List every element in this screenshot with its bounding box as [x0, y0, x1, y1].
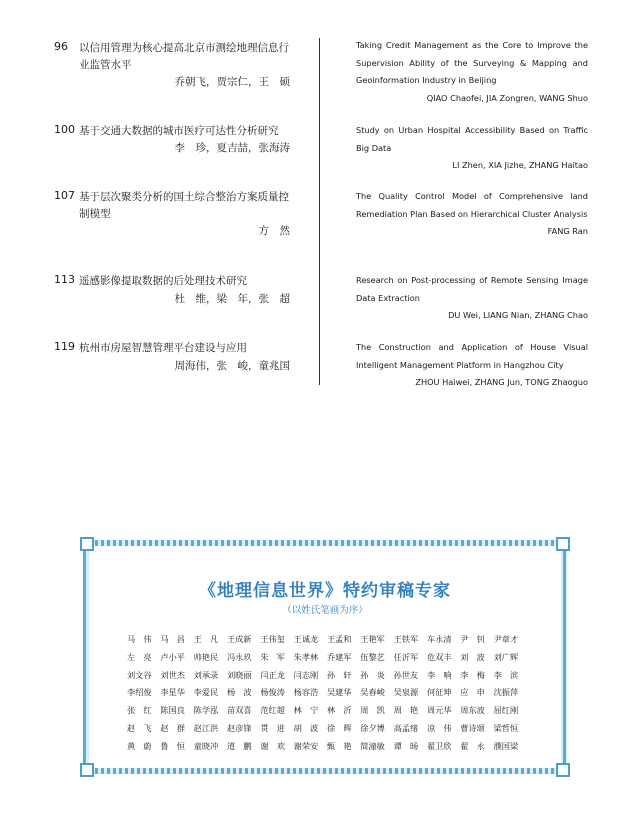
expert-name: 应 申: [460, 687, 485, 698]
column-divider: [319, 38, 320, 385]
expert-name: 梁哲恒: [493, 722, 519, 733]
expert-name: 赵 飞: [127, 722, 152, 733]
expert-name: 刘世杰: [160, 669, 185, 680]
authors-en: DU Wei, LIANG Nian, ZHANG Chao: [448, 310, 588, 320]
expert-name: 沈振萍: [493, 687, 519, 698]
expert-name: 王铁军: [393, 634, 419, 644]
expert-name: 孙世友: [393, 669, 419, 680]
expert-name: 李 梅: [460, 669, 485, 680]
expert-name: 王伟玺: [260, 634, 285, 644]
expert-name: 乔建军: [326, 651, 352, 662]
expert-name: 李爱民: [193, 687, 219, 698]
expert-name: 李绍俊: [127, 687, 152, 698]
expert-name: 屈红刚: [493, 705, 519, 716]
expert-name: 帅艳民: [193, 651, 219, 662]
expert-name: 谢荣安: [293, 740, 319, 751]
expert-name: 冯永玖: [226, 651, 252, 662]
page-number: 100: [54, 123, 75, 136]
expert-row: [127, 631, 527, 649]
article-title-cn: 以信用管理为核心提高北京市测绘地理信息行业监管水平: [79, 42, 289, 71]
box-inner: [89, 546, 561, 768]
expert-name: 翟 永: [460, 740, 485, 751]
page-number: 113: [54, 273, 75, 286]
expert-name: 黄 蔚: [127, 740, 152, 751]
expert-name: 刘文谷: [127, 669, 152, 680]
expert-row: [127, 649, 527, 667]
toc-entry-en: [356, 37, 588, 107]
expert-name: 童晓冲: [193, 740, 219, 751]
expert-name: 周元华: [426, 705, 452, 716]
expert-name: 陈学泓: [193, 705, 219, 716]
expert-name: 闫正龙: [260, 669, 285, 680]
expert-name: 杨 波: [226, 687, 252, 698]
expert-name: 刘承录: [193, 669, 219, 680]
authors-en: LI Zhen, XIA Jizhe, ZHANG Haitao: [452, 160, 588, 170]
article-title-en: Taking Credit Management as the Core to Improve the Supervision Ability of the Surveying & Mapping and Geoinformation Industry in Beijing: [356, 40, 588, 85]
expert-name: 王诚龙: [293, 634, 319, 644]
expert-name: 范红超: [260, 705, 285, 716]
expert-name: 苗双喜: [226, 705, 252, 716]
expert-name: 李星华: [160, 687, 185, 698]
expert-name: 杨俊涛: [260, 687, 285, 698]
expert-name: 吴泉源: [393, 687, 419, 698]
expert-name: 朱 军: [260, 651, 285, 662]
page-number: 96: [54, 40, 68, 53]
expert-name: 简潼敏: [360, 740, 385, 751]
article-title-cn: 遥感影像提取数据的后处理技术研究: [79, 275, 247, 287]
expert-name: 王艳军: [360, 634, 385, 644]
expert-name: 高孟绪: [393, 722, 419, 733]
expert-name: 林 宁: [293, 705, 319, 716]
expert-name: 李 响: [426, 669, 452, 680]
box-title: 《地理信息世界》特约审稿专家: [199, 581, 451, 601]
authors-cn: 方 然: [258, 225, 290, 237]
expert-name: 曹诗颂: [460, 722, 485, 733]
toc-entry-en: [356, 339, 588, 391]
expert-name: 赵江洪: [193, 722, 219, 733]
expert-name: 刘广辉: [493, 651, 519, 662]
corner-ornament: [556, 537, 570, 551]
expert-name: 刘 波: [460, 651, 485, 662]
expert-name: 徐 辉: [326, 722, 352, 733]
expert-name: 杨容浩: [293, 687, 319, 698]
article-title-en: Study on Urban Hospital Accessibility Based on Traffic Big Data: [356, 125, 588, 153]
authors-en: QIAO Chaofei, JIA Zongren, WANG Shuo: [426, 92, 588, 103]
article-title-en: The Quality Control Model of Comprehensive land Remediation Plan Based on Hierarchical Cluster Analysis: [356, 191, 588, 219]
expert-name: 周 艳: [393, 705, 419, 716]
expert-name: 吴建华: [326, 687, 352, 698]
expert-row: [127, 667, 527, 685]
expert-name: 吴春峻: [360, 687, 385, 698]
expert-row: [127, 702, 527, 720]
expert-name: 胡 波: [293, 722, 319, 733]
expert-name: 尹章才: [493, 634, 519, 644]
expert-row: [127, 738, 527, 756]
page-number: 107: [54, 189, 75, 202]
authors-cn: 李 珍，夏吉喆，张海涛: [174, 142, 290, 154]
article-title-en: Research on Post-processing of Remote Sensing Image Data Extraction: [356, 275, 588, 303]
expert-name: 赵彦锋: [226, 722, 252, 733]
expert-name: 孙 炎: [360, 669, 385, 680]
expert-name: 卢小平: [160, 651, 185, 662]
corner-ornament: [80, 537, 94, 551]
expert-name: 张 红: [127, 705, 152, 716]
expert-name: 李 滨: [493, 669, 519, 680]
authors-cn: 周海伟，张 峻，童兆国: [174, 360, 290, 372]
expert-name: 危双丰: [426, 651, 452, 662]
table-of-contents: [0, 0, 639, 400]
expert-name: 翟卫欣: [426, 740, 452, 751]
toc-entry-en: [356, 122, 588, 174]
expert-name: 王孟和: [326, 634, 352, 644]
article-title-cn: 基于层次聚类分析的国土综合整治方案质量控制模型: [79, 191, 289, 220]
expert-reviewers-box: [83, 540, 567, 774]
expert-name: 王成新: [226, 634, 252, 644]
authors-cn: 乔朝飞，贾宗仁，王 硕: [174, 76, 290, 88]
expert-name: 谭 旸: [393, 740, 419, 751]
expert-name: 林 沂: [326, 705, 352, 716]
expert-name: 马 昌: [160, 634, 185, 644]
expert-name: 徐夕博: [360, 722, 385, 733]
authors-en: ZHOU Haiwei, ZHANG Jun, TONG Zhaoguo: [415, 377, 588, 387]
expert-name: 陈国良: [160, 705, 185, 716]
toc-entry-en: [356, 188, 588, 240]
expert-name: 凉 伟: [426, 722, 452, 733]
expert-row: [127, 720, 527, 738]
expert-name: 左 亮: [127, 651, 152, 662]
expert-name: 王 凡: [193, 634, 219, 644]
expert-name: 车永清: [426, 634, 452, 644]
page-number: 119: [54, 340, 75, 353]
expert-name: 赵 群: [160, 722, 185, 733]
authors-cn: 杜 维，梁 年，张 超: [174, 293, 290, 305]
expert-name: 谢 欢: [260, 740, 285, 751]
expert-name: 鲁 恒: [160, 740, 185, 751]
expert-name: 闫志刚: [293, 669, 319, 680]
expert-name: 尹 钊: [460, 634, 485, 644]
expert-name: 甄 艳: [326, 740, 352, 751]
expert-name: 道 鹏: [226, 740, 252, 751]
expert-name: 马 伟: [127, 634, 152, 644]
expert-name: 濮国梁: [493, 740, 519, 751]
expert-name: 伍黎艺: [360, 651, 385, 662]
expert-name-grid: [127, 631, 527, 756]
expert-name: 周东波: [460, 705, 485, 716]
article-title-en: The Construction and Application of House Visual Intelligent Management Platform in Hangzhou City: [356, 342, 588, 370]
expert-name: 贯 进: [260, 722, 285, 733]
expert-name: 孙 轩: [326, 669, 352, 680]
expert-name: 朱孝林: [293, 651, 319, 662]
expert-row: [127, 684, 527, 702]
article-title-cn: 杭州市房屋智慧管理平台建设与应用: [79, 342, 247, 354]
authors-en: FANG Ran: [547, 226, 588, 236]
expert-name: 刘晓丽: [226, 669, 252, 680]
box-subtitle: （以姓氏笔画为序）: [282, 605, 368, 616]
expert-name: 周 凯: [360, 705, 385, 716]
corner-ornament: [80, 763, 94, 777]
expert-name: 何征坤: [426, 687, 452, 698]
toc-entry-en: [356, 272, 588, 324]
expert-name: 任沂军: [393, 651, 419, 662]
article-title-cn: 基于交通大数据的城市医疗可达性分析研究: [79, 125, 279, 137]
corner-ornament: [556, 763, 570, 777]
